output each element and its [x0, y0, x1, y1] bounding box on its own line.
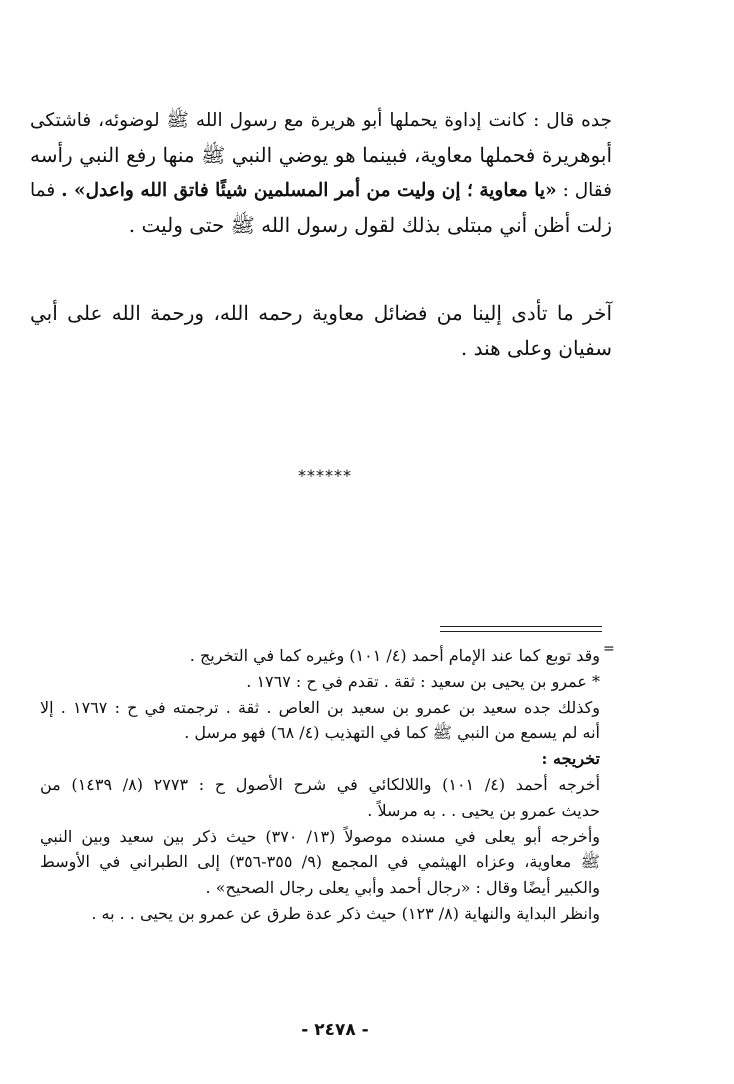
section-separator: ******	[298, 466, 352, 485]
paragraph-line-quote	[30, 173, 612, 208]
paragraph-line: سفيان وعلى هند .	[460, 336, 612, 360]
paragraph-line: أبوهريرة فحملها معاوية، فبينما هو يوضي النبي ﷺ منها رفع النبي رأسه	[30, 143, 612, 167]
quote-prefix: فقال :	[562, 180, 612, 201]
footnote-line: والكبير أيضًا وقال : «رجال أحمد وأبي يعلى رجال الصحيح» .	[205, 878, 600, 898]
footnote-line: وانظر البداية والنهاية (٨/ ١٢٣) حيث ذكر عدة طرق عن عمرو بن يحيى . . به .	[91, 903, 600, 923]
page-number: - ٢٤٧٨ -	[301, 1020, 369, 1040]
hadith-quote: «يا معاوية ؛ إن وليت من أمر المسلمين شيئًا فاتق الله واعدل» .	[61, 180, 557, 201]
footnote-line: حديث عمرو بن يحيى . . به مرسلاً .	[367, 800, 600, 820]
footnote-divider	[440, 626, 602, 627]
footnote-line: * عمرو بن يحيى بن سعيد : ثقة . تقدم في ح : ١٧٦٧ .	[246, 671, 600, 691]
footnote-line: وأخرجه أبو يعلى في مسنده موصولاً (١٣/ ٣٧٠) حيث ذكر بين سعيد وبين النبي	[40, 826, 600, 846]
paragraph-line: جده قال : كانت إداوة يحملها أبو هريرة مع رسول الله ﷺ لوضوئه، فاشتكى	[30, 110, 612, 131]
footnote-divider	[440, 631, 602, 632]
footnote-line: أنه لم يسمع من النبي ﷺ كما في التهذيب (٤/ ٦٨) فهو مرسل .	[184, 723, 600, 743]
quote-suffix: فما	[30, 180, 56, 201]
footnote-line: أخرجه أحمد (٤/ ١٠١) واللالكائي في شرح الأصول ح : ٢٧٧٣ (٨/ ١٤٣٩) من	[40, 774, 601, 794]
takhrij-heading: تخريجه :	[541, 749, 600, 769]
paragraph-line: زلت أظن أني مبتلى بذلك لقول رسول الله ﷺ حتى وليت .	[128, 213, 612, 237]
paragraph-line: آخر ما تأدى إلينا من فضائل معاوية رحمه الله، ورحمة الله على أبي	[30, 301, 612, 325]
footnote-line: ﷺ معاوية، وعزاه الهيثمي في المجمع (٩/ ٣٥٥-٣٥٦) إلى الطبراني في الأوسط	[40, 852, 601, 872]
footnote-line: وقد توبع كما عند الإمام أحمد (٤/ ١٠١) وغيره كما في التخريج .	[189, 646, 600, 665]
footnote-continuation-marker: =	[603, 641, 615, 657]
main-paragraph-2	[30, 296, 612, 366]
main-paragraph-1	[30, 103, 612, 243]
footnote-line: وكذلك جده سعيد بن عمرو بن سعيد بن العاص . ثقة . ترجمته في ح : ١٧٦٧ . إلا	[40, 697, 601, 717]
footnotes	[40, 643, 600, 927]
